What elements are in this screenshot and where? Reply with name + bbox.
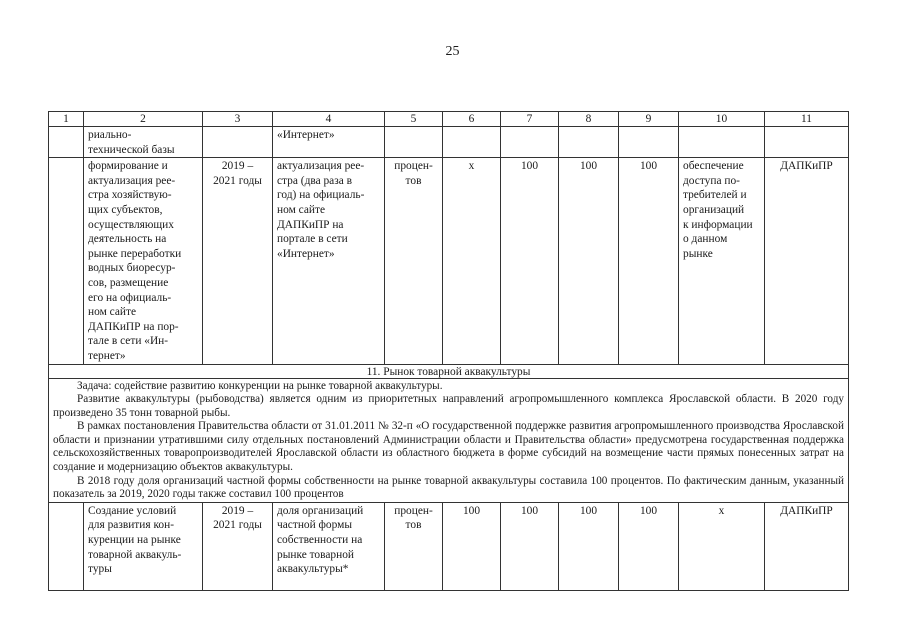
table-cell: риально- технической базы xyxy=(84,127,203,158)
column-header-row xyxy=(49,112,849,127)
column-header: 1 xyxy=(49,112,84,127)
table-cell: 100 xyxy=(443,502,501,590)
table-cell: 100 xyxy=(619,502,679,590)
paragraph: В рамках постановления Правительства области от 31.01.2011 № 32-п «О государственной поддержке развития агропромышленного производства Ярославской области и признании утратившими силу отдельных постановлений Администрации области и Правительства области» предусмотрена государственная поддержка сельскохозяйственных товаропроизводителей Ярославской области из областного бюджета в форме субсидий на возмещение части прямых понесенных затрат на создание и модернизацию объектов аквакультуры. xyxy=(53,420,844,474)
paragraph: В 2018 году доля организаций частной формы собственности на рынке товарной аквакультуры составила 100 процентов. По фактическим данным, указанный показатель за 2019, 2020 годы также составил 100 процентов xyxy=(53,474,844,501)
table-cell: 100 xyxy=(559,502,619,590)
table-cell xyxy=(49,158,84,364)
table-cell xyxy=(49,127,84,158)
column-header: 10 xyxy=(679,112,765,127)
column-header: 2 xyxy=(84,112,203,127)
table-cell: процен- тов xyxy=(385,158,443,364)
section-text xyxy=(49,378,849,502)
table-cell xyxy=(501,127,559,158)
table-cell xyxy=(49,502,84,590)
column-header: 5 xyxy=(385,112,443,127)
table-cell xyxy=(765,127,849,158)
page-number: 25 xyxy=(445,44,460,59)
column-header: 6 xyxy=(443,112,501,127)
column-header: 9 xyxy=(619,112,679,127)
section-heading-row xyxy=(49,364,849,378)
column-header: 11 xyxy=(765,112,849,127)
table-cell: 2019 – 2021 годы xyxy=(203,502,273,590)
table-cell xyxy=(385,127,443,158)
measures-table xyxy=(48,111,849,591)
section-text-row xyxy=(49,378,849,502)
table-cell xyxy=(679,127,765,158)
table-cell: 100 xyxy=(501,502,559,590)
column-header: 8 xyxy=(559,112,619,127)
table-cell: обеспечение доступа по- требителей и организаций к информации о данном рынке xyxy=(679,158,765,364)
table-cell xyxy=(443,127,501,158)
table-cell: х xyxy=(679,502,765,590)
table-cell: Создание условий для развития кон- куренции на рынке товарной аквакуль- туры xyxy=(84,502,203,590)
table-row-continuation xyxy=(49,127,849,158)
table-cell: ДАПКиПР xyxy=(765,158,849,364)
table-cell xyxy=(203,127,273,158)
paragraph: Развитие аквакультуры (рыбоводства) является одним из приоритетных направлений агропромышленного комплекса Ярославской области. В 2020 году произведено 35 тонн товарной рыбы. xyxy=(53,393,844,419)
column-header: 4 xyxy=(273,112,385,127)
table-cell xyxy=(619,127,679,158)
column-header: 7 xyxy=(501,112,559,127)
task-paragraph: Задача: содействие развитию конкуренции на рынке товарной аквакультуры. xyxy=(77,379,443,392)
column-header: 3 xyxy=(203,112,273,127)
table-cell: 100 xyxy=(501,158,559,364)
table-cell: «Интернет» xyxy=(273,127,385,158)
table-cell: актуализация рее- стра (два раза в год) на официаль- ном сайте ДАПКиПР на портале в сети «Интернет» xyxy=(273,158,385,364)
table-cell xyxy=(559,127,619,158)
table-cell: формирование и актуализация рее- стра хозяйствую- щих субъектов, осуществляющих деятельность на рынке переработки водных биоресур- сов, размещение его на официаль- ном сайте ДАПКиПР на пор- тале в сети «Ин- тернет» xyxy=(84,158,203,364)
table-cell: 2019 – 2021 годы xyxy=(203,158,273,364)
table-row-aquaculture xyxy=(49,502,849,590)
table-cell: х xyxy=(443,158,501,364)
table-cell: процен- тов xyxy=(385,502,443,590)
section-title: 11. Рынок товарной аквакультуры xyxy=(49,364,849,378)
table-cell: ДАПКиПР xyxy=(765,502,849,590)
table-cell: 100 xyxy=(619,158,679,364)
table-cell: доля организаций частной формы собственности на рынке товарной аквакультуры* xyxy=(273,502,385,590)
table-cell: 100 xyxy=(559,158,619,364)
table-row-registry xyxy=(49,158,849,364)
